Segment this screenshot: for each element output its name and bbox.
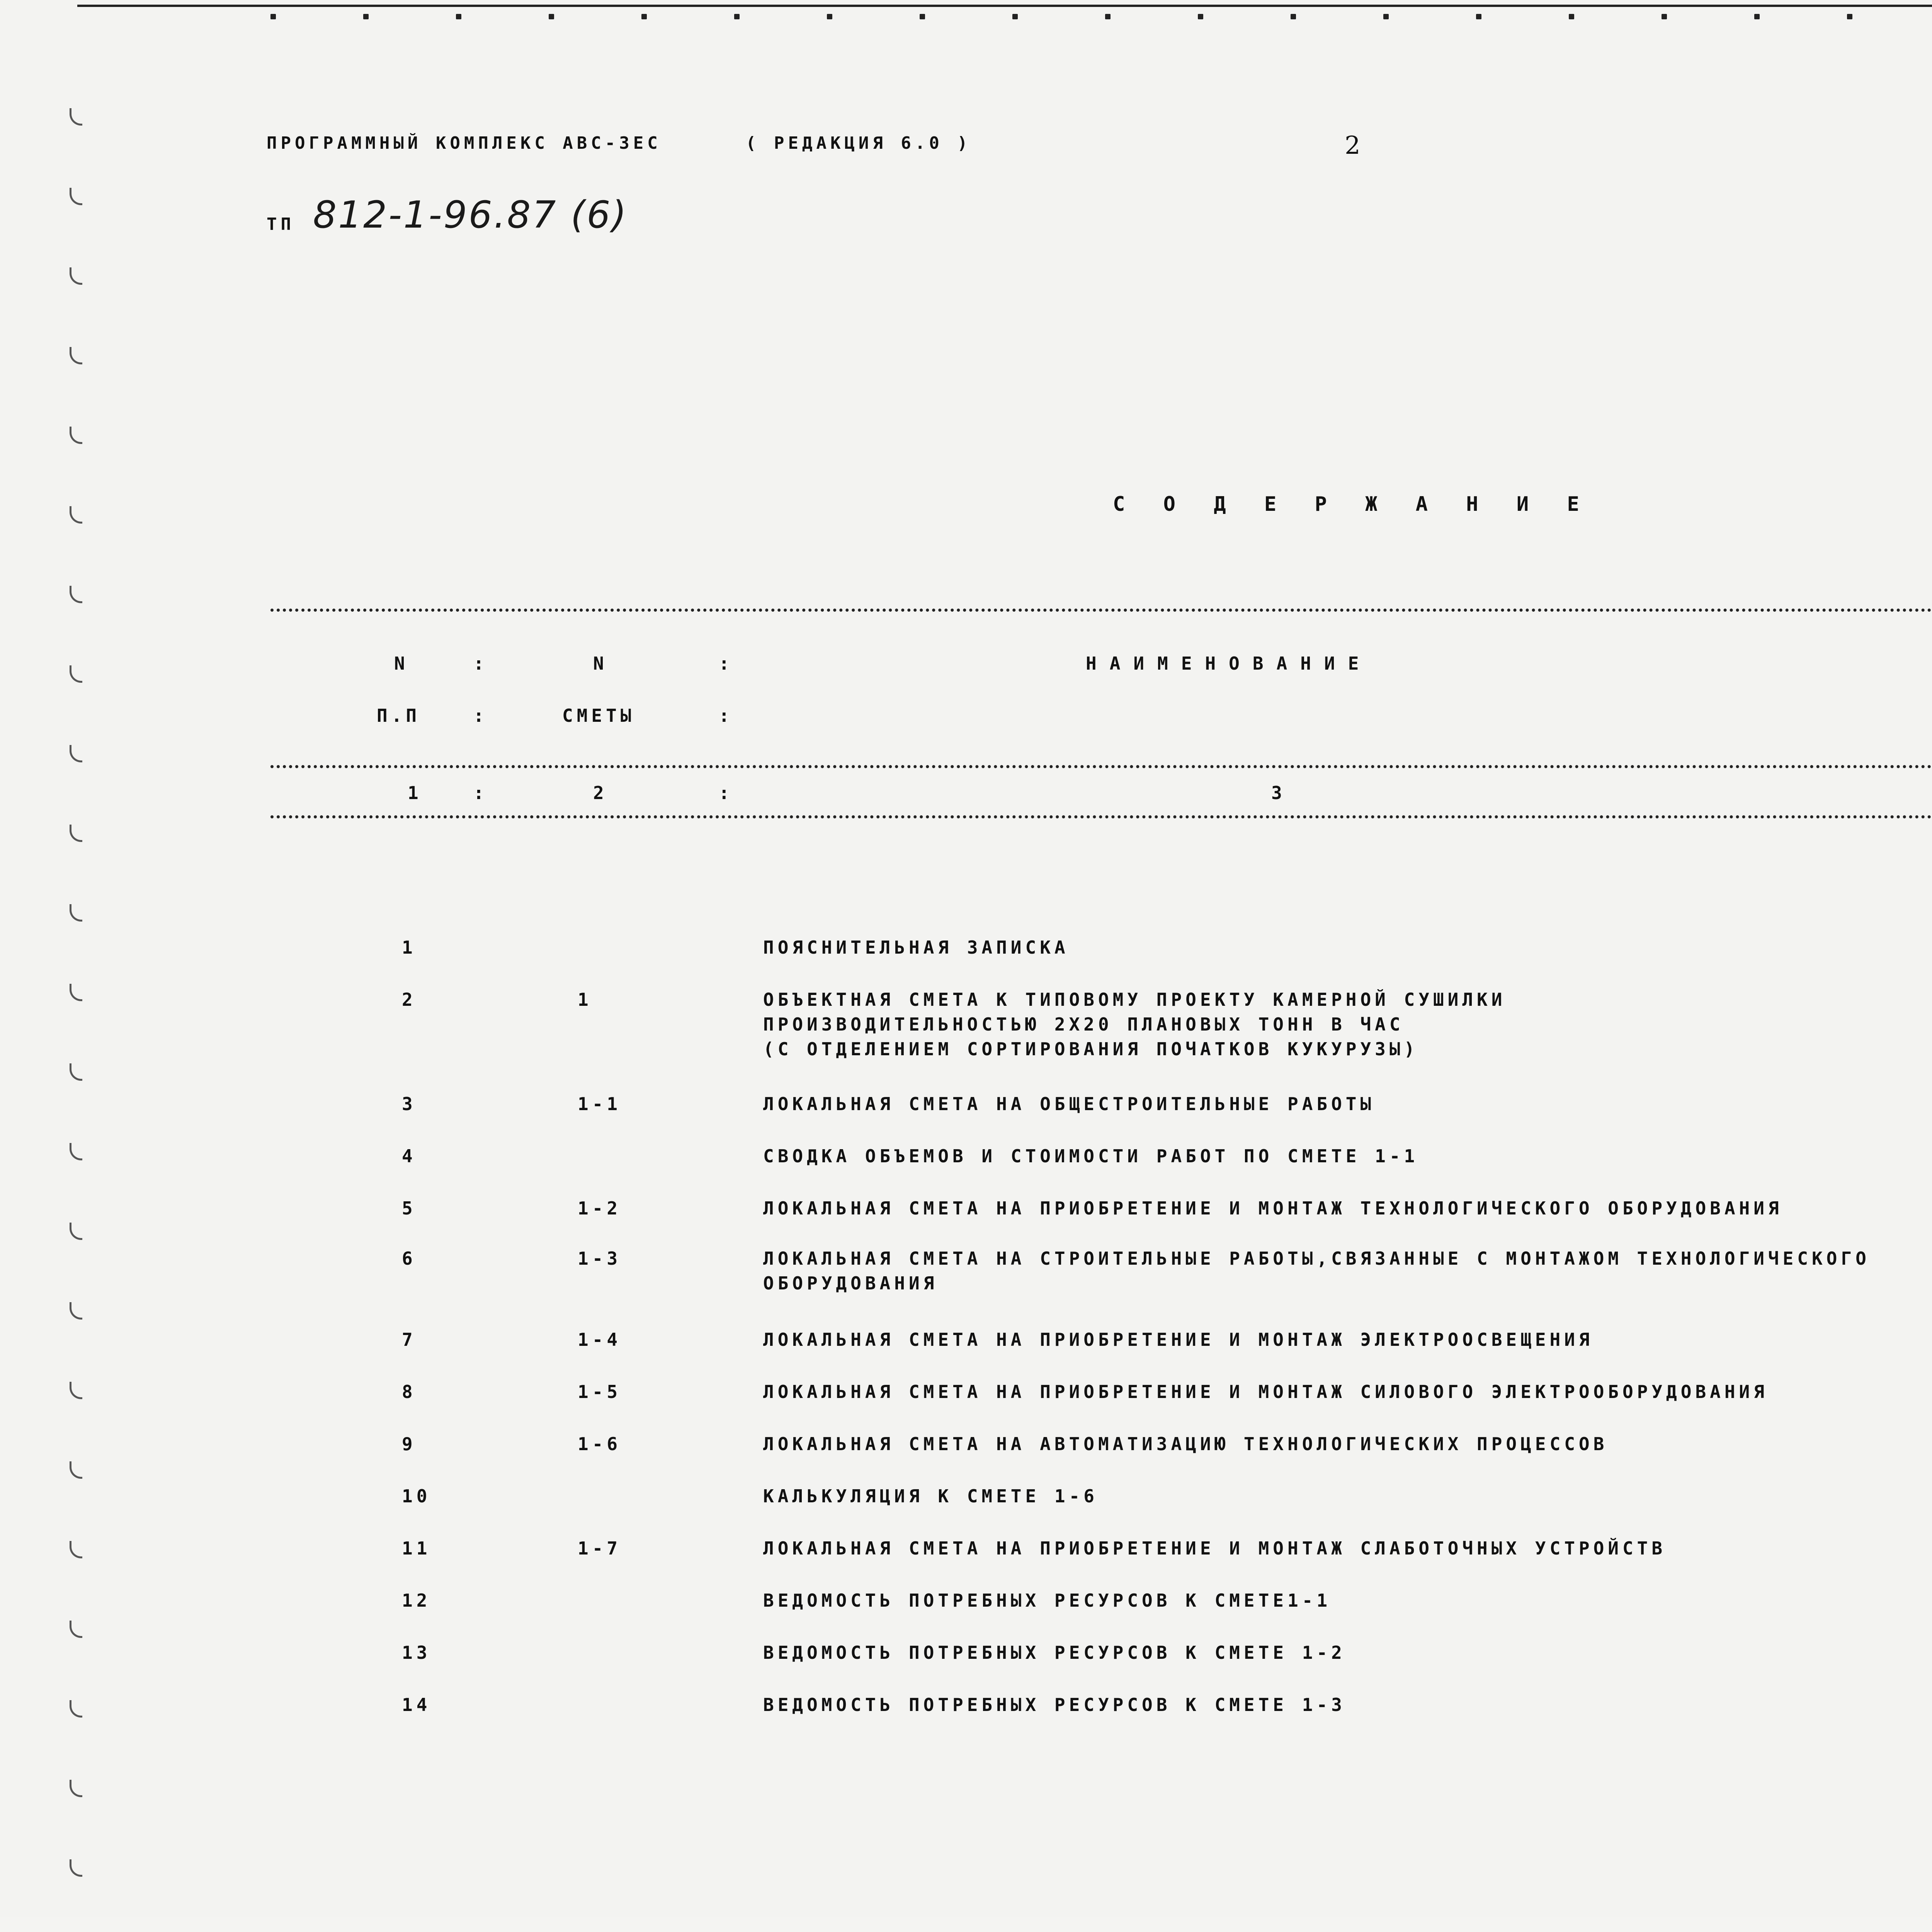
row-estimate-number: 1-4 [578, 1329, 622, 1350]
program-edition: ( РЕДАКЦИЯ 6.0 ) [746, 133, 971, 153]
feed-mark [70, 1302, 82, 1320]
row-number: 5 [402, 1198, 417, 1219]
feed-mark [70, 188, 82, 205]
column-separator: : [719, 705, 733, 726]
column-index-3: 3 [1271, 782, 1286, 803]
feed-mark [70, 825, 82, 842]
feed-mark [70, 1223, 82, 1240]
row-estimate-number: 1-1 [578, 1094, 622, 1114]
row-number: 3 [402, 1094, 417, 1114]
row-number: 9 [402, 1434, 417, 1454]
feed-mark [70, 1700, 82, 1718]
feed-mark [70, 1461, 82, 1479]
table-rule-top [270, 609, 1932, 612]
page-title: С О Д Е Р Ж А Н И Е [1113, 493, 1592, 516]
row-number: 4 [402, 1146, 417, 1167]
program-name: ПРОГРАММНЫЙ КОМПЛЕКС АВС-3ЕС [267, 133, 662, 153]
left-feed-marks [70, 108, 85, 1932]
perforation-hole [1198, 14, 1203, 19]
column-name-label: НАИМЕНОВАНИЕ [1086, 653, 1372, 674]
feed-mark [70, 984, 82, 1001]
perforation-hole [1847, 14, 1852, 19]
column-estimate-label: N [593, 653, 608, 674]
column-separator: : [719, 653, 733, 674]
feed-mark [70, 1541, 82, 1558]
feed-mark [70, 267, 82, 285]
perforation-hole [1012, 14, 1018, 19]
feed-mark [70, 1780, 82, 1797]
row-title: ЛОКАЛЬНАЯ СМЕТА НА ПРИОБРЕТЕНИЕ И МОНТАЖ СЛАБОТОЧНЫХ УСТРОЙСТВ [763, 1538, 1667, 1559]
row-estimate-number: 1-2 [578, 1198, 622, 1219]
table-rule-header [270, 765, 1932, 768]
row-estimate-number: 1-7 [578, 1538, 622, 1559]
perforation-hole [1662, 14, 1667, 19]
feed-mark [70, 108, 82, 126]
row-number: 7 [402, 1329, 417, 1350]
column-index-2: 2 [593, 782, 608, 803]
perforation-hole [549, 14, 554, 19]
column-separator: : [719, 782, 733, 803]
perforation-hole [827, 14, 832, 19]
perforation-hole [1754, 14, 1760, 19]
perforation-hole [363, 14, 369, 19]
perforation-hole [270, 14, 276, 19]
perforation-hole [1569, 14, 1574, 19]
column-index-1: 1 [408, 782, 422, 803]
feed-mark [70, 506, 82, 524]
row-title: ЛОКАЛЬНАЯ СМЕТА НА ОБЩЕСТРОИТЕЛЬНЫЕ РАБОТЫ [763, 1094, 1375, 1114]
row-title: ВЕДОМОСТЬ ПОТРЕБНЫХ РЕСУРСОВ К СМЕТЕ 1-2 [763, 1642, 1346, 1663]
column-num-label-2: П.П [377, 705, 421, 726]
perforation-hole [1291, 14, 1296, 19]
row-estimate-number: 1-5 [578, 1381, 622, 1402]
perforation-hole [1105, 14, 1111, 19]
row-title: СВОДКА ОБЪЕМОВ И СТОИМОСТИ РАБОТ ПО СМЕТЕ 1-1 [763, 1146, 1419, 1167]
row-estimate-number: 1 [578, 989, 592, 1010]
tp-prefix: ТП [267, 214, 295, 234]
row-title: ПОЯСНИТЕЛЬНАЯ ЗАПИСКА [763, 937, 1069, 958]
row-number: 6 [402, 1248, 417, 1269]
feed-mark [70, 1859, 82, 1877]
row-number: 11 [402, 1538, 431, 1559]
row-number: 13 [402, 1642, 431, 1663]
feed-mark [70, 1063, 82, 1081]
feed-mark [70, 1382, 82, 1399]
row-number: 14 [402, 1694, 431, 1715]
column-separator: : [473, 782, 488, 803]
row-title: ЛОКАЛЬНАЯ СМЕТА НА ПРИОБРЕТЕНИЕ И МОНТАЖ СИЛОВОГО ЭЛЕКТРООБОРУДОВАНИЯ [763, 1381, 1768, 1402]
row-number: 12 [402, 1590, 431, 1611]
row-title: ЛОКАЛЬНАЯ СМЕТА НА ПРИОБРЕТЕНИЕ И МОНТАЖ ЭЛЕКТРООСВЕЩЕНИЯ [763, 1329, 1594, 1350]
perforation-hole [1476, 14, 1481, 19]
table-rule-index [270, 815, 1932, 818]
row-estimate-number: 1-6 [578, 1434, 622, 1454]
feed-mark [70, 347, 82, 364]
column-separator: : [473, 653, 488, 674]
feed-mark [70, 586, 82, 603]
row-title: КАЛЬКУЛЯЦИЯ К СМЕТЕ 1-6 [763, 1486, 1098, 1507]
row-title: ВЕДОМОСТЬ ПОТРЕБНЫХ РЕСУРСОВ К СМЕТЕ 1-3 [763, 1694, 1346, 1715]
column-num-label: N [394, 653, 409, 674]
row-number: 2 [402, 989, 417, 1010]
row-title: ВЕДОМОСТЬ ПОТРЕБНЫХ РЕСУРСОВ К СМЕТЕ1-1 [763, 1590, 1332, 1611]
column-estimate-label-2: СМЕТЫ [562, 705, 635, 726]
perforation-hole [456, 14, 461, 19]
row-title: ЛОКАЛЬНАЯ СМЕТА НА АВТОМАТИЗАЦИЮ ТЕХНОЛОГИЧЕСКИХ ПРОЦЕССОВ [763, 1434, 1608, 1454]
row-title: ЛОКАЛЬНАЯ СМЕТА НА СТРОИТЕЛЬНЫЕ РАБОТЫ,СВЯЗАННЫЕ С МОНТАЖОМ ТЕХНОЛОГИЧЕСКОГО ОБОРУДОВАНИЯ [763, 1248, 1870, 1294]
feed-mark [70, 1621, 82, 1638]
tp-number: 812-1-96.87 (6) [313, 193, 628, 236]
row-estimate-number: 1-3 [578, 1248, 622, 1269]
row-title: ОБЪЕКТНАЯ СМЕТА К ТИПОВОМУ ПРОЕКТУ КАМЕРНОЙ СУШИЛКИ ПРОИЗВОДИТЕЛЬНОСТЬЮ 2Х20 ПЛАНОВЫХ ТОНН В ЧАС (С ОТДЕЛЕНИЕМ СОРТИРОВАНИЯ ПОЧАТКОВ КУКУРУЗЫ) [763, 989, 1506, 1060]
row-number: 1 [402, 937, 417, 958]
column-separator: : [473, 705, 488, 726]
feed-mark [70, 745, 82, 762]
row-number: 8 [402, 1381, 417, 1402]
feed-mark [70, 904, 82, 922]
feed-mark [70, 427, 82, 444]
row-title: ЛОКАЛЬНАЯ СМЕТА НА ПРИОБРЕТЕНИЕ И МОНТАЖ ТЕХНОЛОГИЧЕСКОГО ОБОРУДОВАНИЯ [763, 1198, 1783, 1219]
perforation-hole [1383, 14, 1389, 19]
perforation-hole [920, 14, 925, 19]
row-number: 10 [402, 1486, 431, 1507]
perforation-row [270, 14, 1932, 19]
feed-mark [70, 665, 82, 683]
perforation-hole [734, 14, 740, 19]
perforation-hole [641, 14, 647, 19]
sheet-number: 2 [1345, 131, 1364, 160]
feed-mark [70, 1143, 82, 1160]
